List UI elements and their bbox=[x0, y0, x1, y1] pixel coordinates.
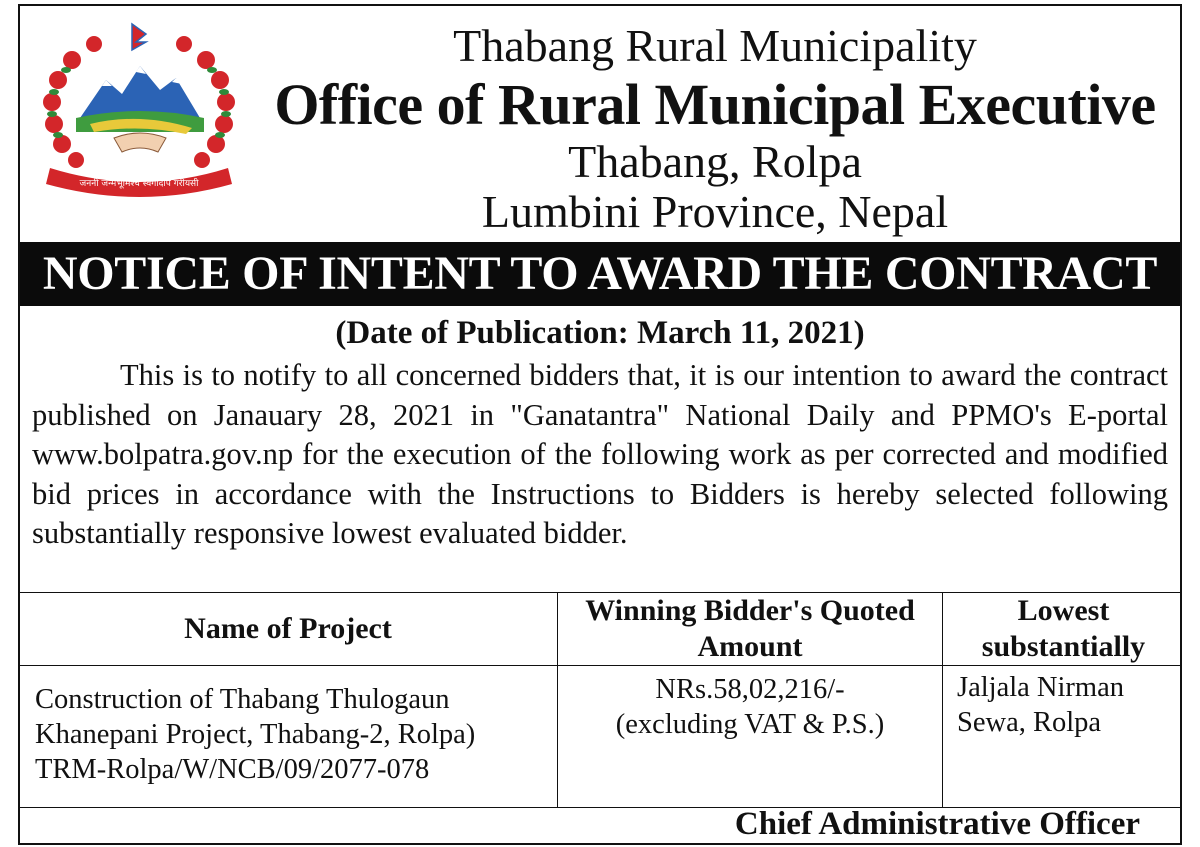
table-header-row bbox=[19, 593, 1183, 666]
col-header-amount: Winning Bidder's Quoted Amount bbox=[558, 593, 943, 666]
publication-date: (Date of Publication: March 11, 2021) bbox=[335, 315, 865, 351]
col-header-project: Name of Project bbox=[19, 593, 558, 666]
notice-title-banner: NOTICE OF INTENT TO AWARD THE CONTRACT bbox=[20, 242, 1180, 306]
signatory: Chief Administrative Officer bbox=[734, 806, 1140, 842]
municipality-name: Thabang Rural Municipality bbox=[453, 20, 977, 71]
amount-cell bbox=[558, 666, 943, 808]
office-title: Office of Rural Municipal Executive bbox=[274, 72, 1156, 137]
province-country: Lumbini Province, Nepal bbox=[481, 186, 949, 237]
bidder-name-line: Sewa, Rolpa bbox=[957, 707, 1102, 738]
notice-body: This is to notify to all concerned bidders that, it is our intention to award the contract published on Janauary 28, 2021 in "Ganatantra" National Daily and PPMO's E-portal www.bolpatra.gov.np for the execution of the following work as per corrected and modified bid prices in accordance with the Instructions to Bidders is hereby selected following substantially responsive lowest evaluated bidder. bbox=[32, 358, 1168, 550]
notice-frame bbox=[18, 4, 1182, 845]
project-cell bbox=[19, 666, 558, 808]
col-header-bidder: Lowest substantially bbox=[943, 593, 1183, 666]
office-location: Thabang, Rolpa bbox=[568, 136, 862, 187]
project-code: TRM-Rolpa/W/NCB/09/2077-078 bbox=[35, 754, 430, 785]
nepal-emblem-icon bbox=[36, 20, 242, 198]
bidder-cell bbox=[943, 666, 1183, 808]
project-name-line: Khanepani Project, Thabang-2, Rolpa) bbox=[35, 719, 476, 750]
award-table bbox=[18, 592, 1182, 808]
table-row bbox=[19, 666, 1183, 808]
bidder-name-line: Jaljala Nirman bbox=[957, 672, 1124, 703]
project-name-line: Construction of Thabang Thulogaun bbox=[35, 684, 450, 715]
emblem-motto: जननी जन्मभूमिश्च स्वर्गादपि गरीयसी bbox=[79, 179, 199, 189]
quoted-amount: NRs.58,02,216/- bbox=[655, 674, 845, 705]
amount-note: (excluding VAT & P.S.) bbox=[615, 709, 885, 740]
